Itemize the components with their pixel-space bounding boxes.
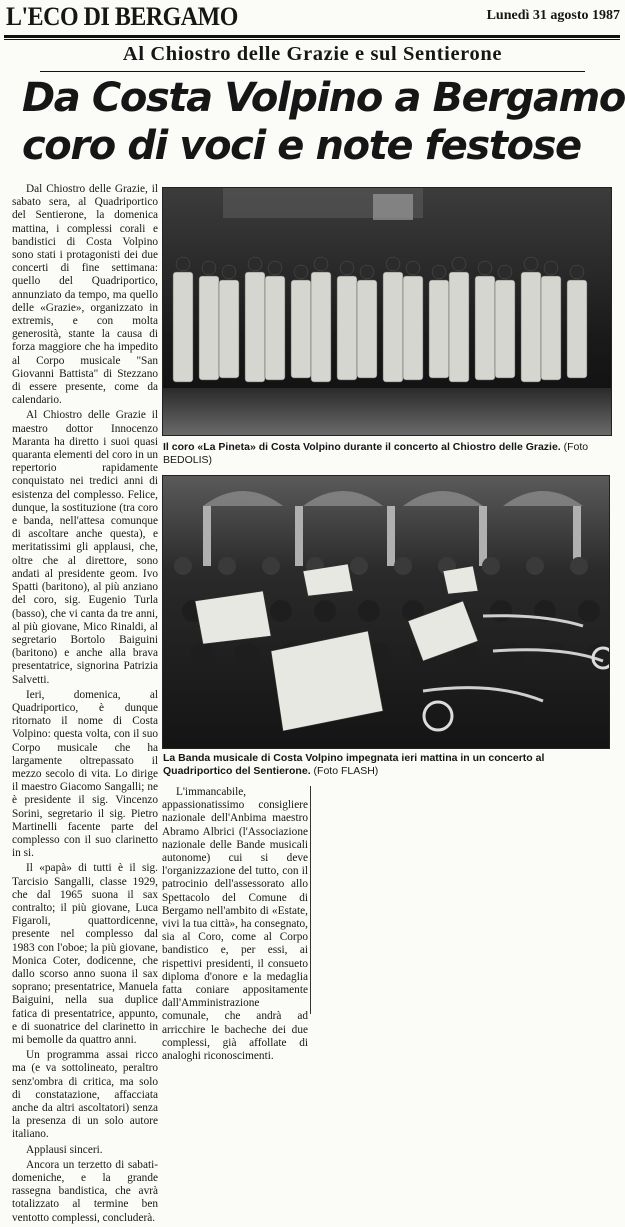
singer-head: [386, 257, 400, 271]
singer-head: [268, 261, 282, 275]
musician-figure: [498, 643, 524, 669]
musician-figure: [526, 557, 544, 575]
singer-figure: [245, 272, 265, 382]
musician-figure: [482, 557, 500, 575]
musician-figure: [358, 600, 380, 622]
singer-head: [544, 261, 558, 275]
singer-head: [406, 261, 420, 275]
singer-figure: [475, 276, 495, 380]
musician-figure: [190, 643, 216, 669]
paragraph: Ancora un terzetto di sabati-domeniche, e la grande rassegna bandistica, che avrà totalizzato al termine ben ventotto complessi, concluderà.: [12, 1158, 158, 1224]
photo-credit: (Foto BEDOLIS): [163, 441, 589, 466]
musician-figure: [350, 557, 368, 575]
singer-head: [570, 265, 584, 279]
musician-figure: [542, 643, 568, 669]
kicker-rule: [40, 71, 585, 72]
singer-figure: [337, 276, 357, 380]
musician-figure: [314, 600, 336, 622]
band-photo-caption: [163, 752, 613, 778]
singer-figure: [291, 280, 311, 378]
singer-figure: [567, 280, 587, 378]
musician-figure: [490, 600, 512, 622]
paragraph: Un programma assai ricco ma (e va sottolineato, peraltro senz'ombra di critica, ma solo di constatazione, affacciata anche da altri ascoltatori) senza la presenza di un solo autore italiano.: [12, 1049, 158, 1141]
musician-figure: [394, 557, 412, 575]
singer-figure: [403, 276, 423, 380]
musician-figure: [174, 557, 192, 575]
paragraph: Il «papà» di tutti è il sig. Tarcisio Sangalli, classe 1929, che dal 1965 suona il sax contralto; il più giovane, Luca Figaroli, quattordicenne, presente nel complesso dal 1983 con l'oboe; la più giovane, Monica Coter, dodicenne, che dallo scorso anno suona il sax soprano; presentatrice, Manuela Baiguini, nella sua duplice fatica di presentatrice, appunto, e di suonatrice del clarinetto in mi bemolle da quattro anni.: [12, 862, 158, 1046]
masthead-rule-thin: [4, 39, 620, 40]
singer-figure: [265, 276, 285, 380]
singer-head: [524, 257, 538, 271]
singer-head: [452, 257, 466, 271]
newspaper-name: L'ECO DI BERGAMO: [6, 2, 238, 31]
photo-credit: (Foto FLASH): [313, 765, 379, 777]
masthead-rule: [4, 35, 620, 38]
singer-figure: [449, 272, 469, 382]
musician-figure: [570, 557, 588, 575]
article-headline: [22, 74, 625, 170]
singer-head: [340, 261, 354, 275]
caption-text: Il coro «La Pineta» di Costa Volpino durante il concerto al Chiostro delle Grazie.: [163, 441, 561, 453]
singer-figure: [173, 272, 193, 382]
singer-head: [432, 265, 446, 279]
musician-figure: [578, 600, 600, 622]
singer-figure: [429, 280, 449, 378]
singer-figure: [199, 276, 219, 380]
musician-figure: [218, 557, 236, 575]
singer-figure: [541, 276, 561, 380]
paragraph: Ieri, domenica, al Quadriportico, è dunque ritornato il nome di Costa Volpino: questa volta, con il suo Corpo musicale che ha largamente oltrepassato il mezzo secolo di vita. Lo dirige il maestro Giacomo Sangalli; ne è presidente il sig. Vincenzo Sorini, segretario il sig. Pietro Martinelli facente parte del complesso con il suo clarinetto in si.: [12, 688, 158, 860]
article-kicker: Al Chiostro delle Grazie e sul Sentierone: [122, 43, 503, 65]
paragraph: Dal Chiostro delle Grazie, il sabato sera, al Quadriportico del Sentierone, la domenica mattina, i complessi corali e bandistici di Costa Volpino sono stati i protagonisti dei due concerti di fine settimana: quello del Quadriportico, annunziato da tempo, ma quello delle «Grazie», organizzato in extremis, e con molta generosità, stante la causa di forza maggiore che ha impedito al Corpo musicale "San Giovanni Battista" di Stezzano di essere presente, come da calendario.: [12, 183, 158, 407]
masthead: [6, 2, 620, 34]
paragraph: L'immancabile, appassionatissimo consigliere nazionale dell'Anbima maestro Abramo Albrici (l'Associazione nazionale delle Bande musicali autonome) cui si deve l'organizzazione del tutto, con il patrocinio dell'assessorato allo Spettacolo del Comune di Bergamo nell'ambito di «Estate, vivi la tua città», ha consegnato, sia al Coro, come al Corpo bandistico e, per essi, ai rispettivi presidenti, il consueto diploma d'onore e la medaglia fatta coniare appositamente dall'Amministrazione comunale, che andrà ad arricchire le bacheche dei due complessi, già affollate di analoghi riconoscimenti.: [162, 786, 308, 1063]
column-divider: [310, 786, 311, 1014]
paragraph: Al Chiostro delle Grazie il maestro dottor Innocenzo Maranta ha diretto i suoi quasi quaranta elementi del coro in un repertorio rapidamente conquistato nei tredici anni di esistenza del complesso. Felice, dunque, la sostituzione (tra coro e banda, nell'attesa comunque di ascoltare anche questa), e meritatissimi gli applausi, che, oltre che al direttore, sono andati al presidente geom. Ivo Spatti (baritono), al più anziano del coro, sig. Eugenio Turla (basso), che vi canta da tre anni, al più giovane, Mico Rinaldi, al segretario Bortolo Baiguini (baritono) e anche alla brava presentatrice, signorina Patrizia Salvetti.: [12, 409, 158, 686]
singer-head: [222, 265, 236, 279]
musician-figure: [262, 557, 280, 575]
band-photo: [162, 475, 610, 749]
musician-figure: [270, 600, 292, 622]
singer-head: [294, 265, 308, 279]
paragraph: Applausi sinceri.: [26, 1143, 103, 1156]
singer-head: [314, 257, 328, 271]
singer-head: [478, 261, 492, 275]
singer-head: [248, 257, 262, 271]
issue-date: Lunedì 31 agosto 1987: [486, 8, 620, 23]
singer-head: [176, 257, 190, 271]
headline-line-2: coro di voci e note festose: [22, 123, 581, 169]
musician-figure: [234, 643, 260, 669]
singer-figure: [311, 272, 331, 382]
caption-text: La Banda musicale di Costa Volpino impegnata ieri mattina in un concerto al Quadriportico del Sentierone.: [163, 752, 545, 777]
headline-line-1: Da Costa Volpino a Bergamo: [22, 75, 625, 121]
choir-photo-caption: [163, 441, 613, 467]
singer-figure: [521, 272, 541, 382]
singer-figure: [383, 272, 403, 382]
right-text-column: [162, 786, 308, 1065]
singer-head: [202, 261, 216, 275]
left-text-column: [12, 183, 158, 1227]
singer-figure: [357, 280, 377, 378]
singer-head: [498, 265, 512, 279]
singer-figure: [219, 280, 239, 378]
choir-photo: [162, 187, 612, 436]
singer-figure: [495, 280, 515, 378]
singer-head: [360, 265, 374, 279]
